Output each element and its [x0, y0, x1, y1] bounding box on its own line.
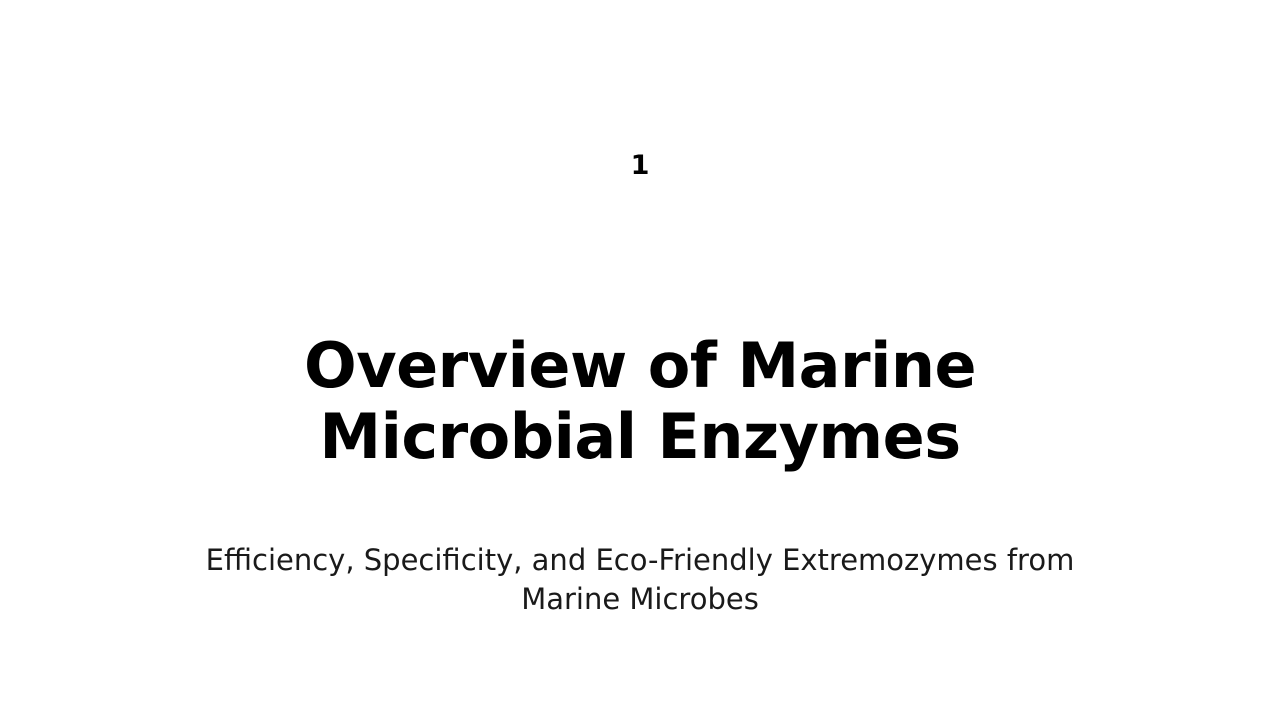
- slide-subtitle: Efficiency, Specificity, and Eco-Friendly Extremozymes from Marine Microbes: [205, 543, 1075, 617]
- slide-number: 1: [630, 150, 650, 181]
- slide-title: Overview of Marine Microbial Enzymes: [303, 328, 977, 473]
